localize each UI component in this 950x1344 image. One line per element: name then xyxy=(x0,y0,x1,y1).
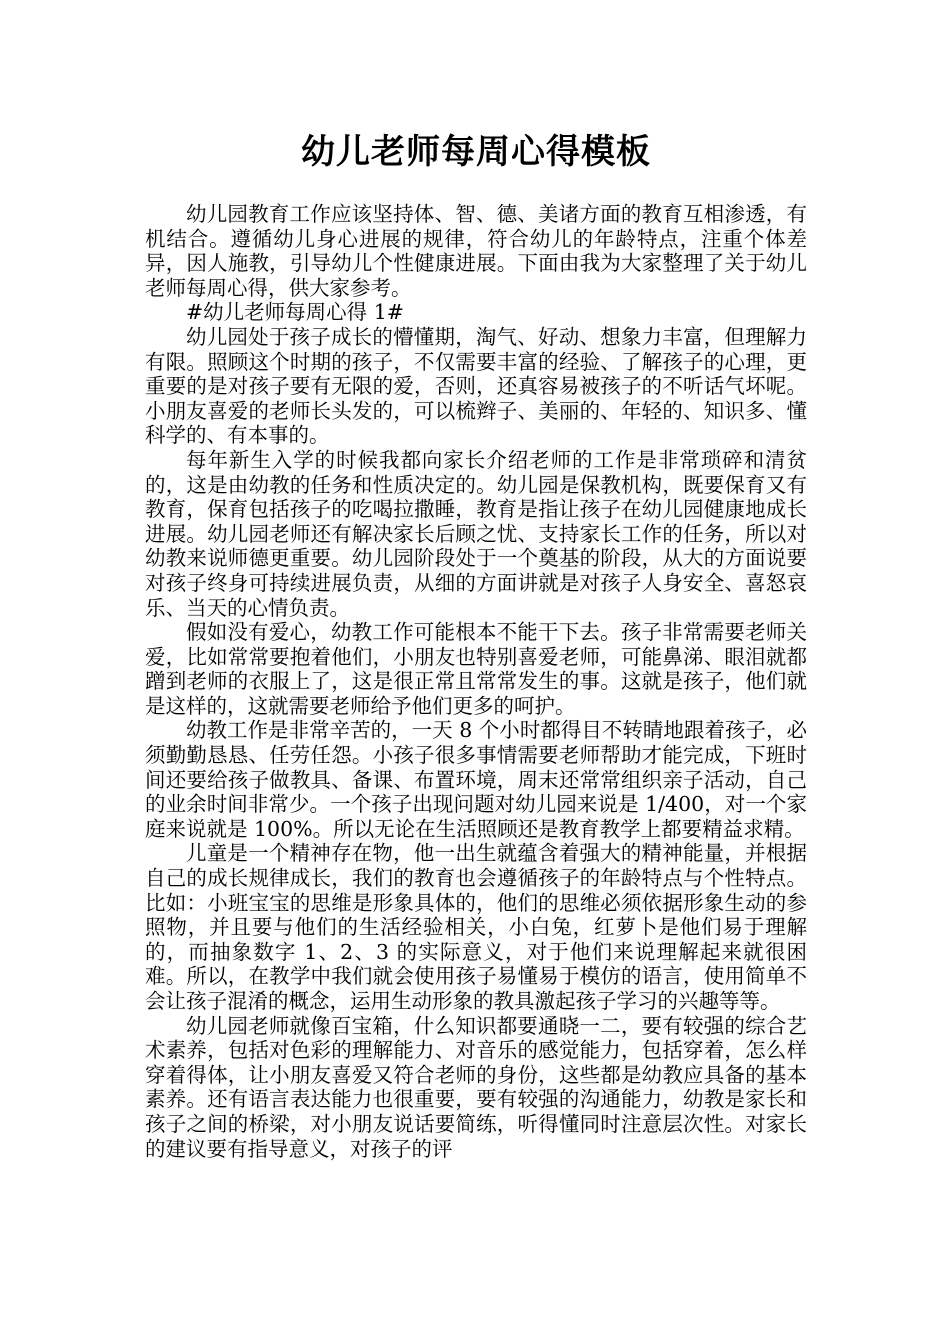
document-body xyxy=(145,202,807,1161)
body-paragraph: 幼儿园老师就像百宝箱，什么知识都要通晓一二，要有较强的综合艺术素养，包括对色彩的理解能力、对音乐的感觉能力，包括穿着，怎么样穿着得体，让小朋友喜爱又符合老师的身份，这些都是幼教应具备的基本素养。还有语言表达能力也很重要，要有较强的沟通能力，幼教是家长和孩子之间的桥梁，对小朋友说话要简练，听得懂同时注意层次性。对家长的建议要有指导意义，对孩子的评 xyxy=(145,1013,807,1161)
section-heading: #幼儿老师每周心得 1# xyxy=(186,300,404,325)
body-paragraph: 幼儿园处于孩子成长的懵懂期，淘气、好动、想象力丰富，但理解力有限。照顾这个时期的孩子，不仅需要丰富的经验、了解孩子的心理，更重要的是对孩子要有无限的爱，否则，还真容易被孩子的不听话气坏呢。小朋友喜爱的老师长头发的，可以梳辫子、美丽的、年轻的、知识多、懂科学的、有本事的。 xyxy=(145,324,807,448)
body-paragraph: 儿童是一个精神存在物，他一出生就蕴含着强大的精神能量，并根据自己的成长规律成长，我们的教育也会遵循孩子的年龄特点与个性特点。比如：小班宝宝的思维是形象具体的，他们的思维必须依据形象生动的参照物，并且要与他们的生活经验相关，小白兔，红萝卜是他们易于理解的，而抽象数字 1、2、3 的实际意义，对于他们来说理解起来就很困难。所以，在教学中我们就会使用孩子易懂易于模仿的语言，使用简单不会让孩子混淆的概念，运用生动形象的教具激起孩子学习的兴趣等等。 xyxy=(145,841,807,1013)
intro-paragraph: 幼儿园教育工作应该坚持体、智、德、美诸方面的教育互相渗透，有机结合。遵循幼儿身心进展的规律，符合幼儿的年龄特点，注重个体差异，因人施教，引导幼儿个性健康进展。下面由我为大家整理了关于幼儿老师每周心得，供大家参考。 xyxy=(145,202,807,300)
body-paragraph: 每年新生入学的时候我都向家长介绍老师的工作是非常琐碎和清贫的，这是由幼教的任务和性质决定的。幼儿园是保教机构，既要保育又有教育，保育包括孩子的吃喝拉撒睡，教育是指让孩子在幼儿园健康地成长进展。幼儿园老师还有解决家长后顾之忧、支持家长工作的任务，所以对幼教来说师德更重要。幼儿园阶段处于一个奠基的阶段，从大的方面说要对孩子终身可持续进展负责，从细的方面讲就是对孩子人身安全、喜怒哀乐、当天的心情负责。 xyxy=(145,447,807,620)
body-paragraph: 幼教工作是非常辛苦的，一天 8 个小时都得目不转睛地跟着孩子，必须勤勤恳恳、任劳任怨。小孩子很多事情需要老师帮助才能完成，下班时间还要给孩子做教具、备课、布置环境，周末还常常组织亲子活动，自己的业余时间非常少。一个孩子出现问题对幼儿园来说是 1/400，对一个家庭来说就是 100%。所以无论在生活照顾还是教育教学上都要精益求精。 xyxy=(145,718,807,841)
body-paragraph: 假如没有爱心，幼教工作可能根本不能干下去。孩子非常需要老师关爱，比如常常要抱着他们，小朋友也特别喜爱老师，可能鼻涕、眼泪就都蹭到老师的衣服上了，这是很正常且常常发生的事。这就是孩子，他们就是这样的，这就需要老师给予他们更多的呵护。 xyxy=(145,620,807,718)
document-title: 幼儿老师每周心得模板 xyxy=(301,132,651,172)
document-page xyxy=(145,128,807,1161)
